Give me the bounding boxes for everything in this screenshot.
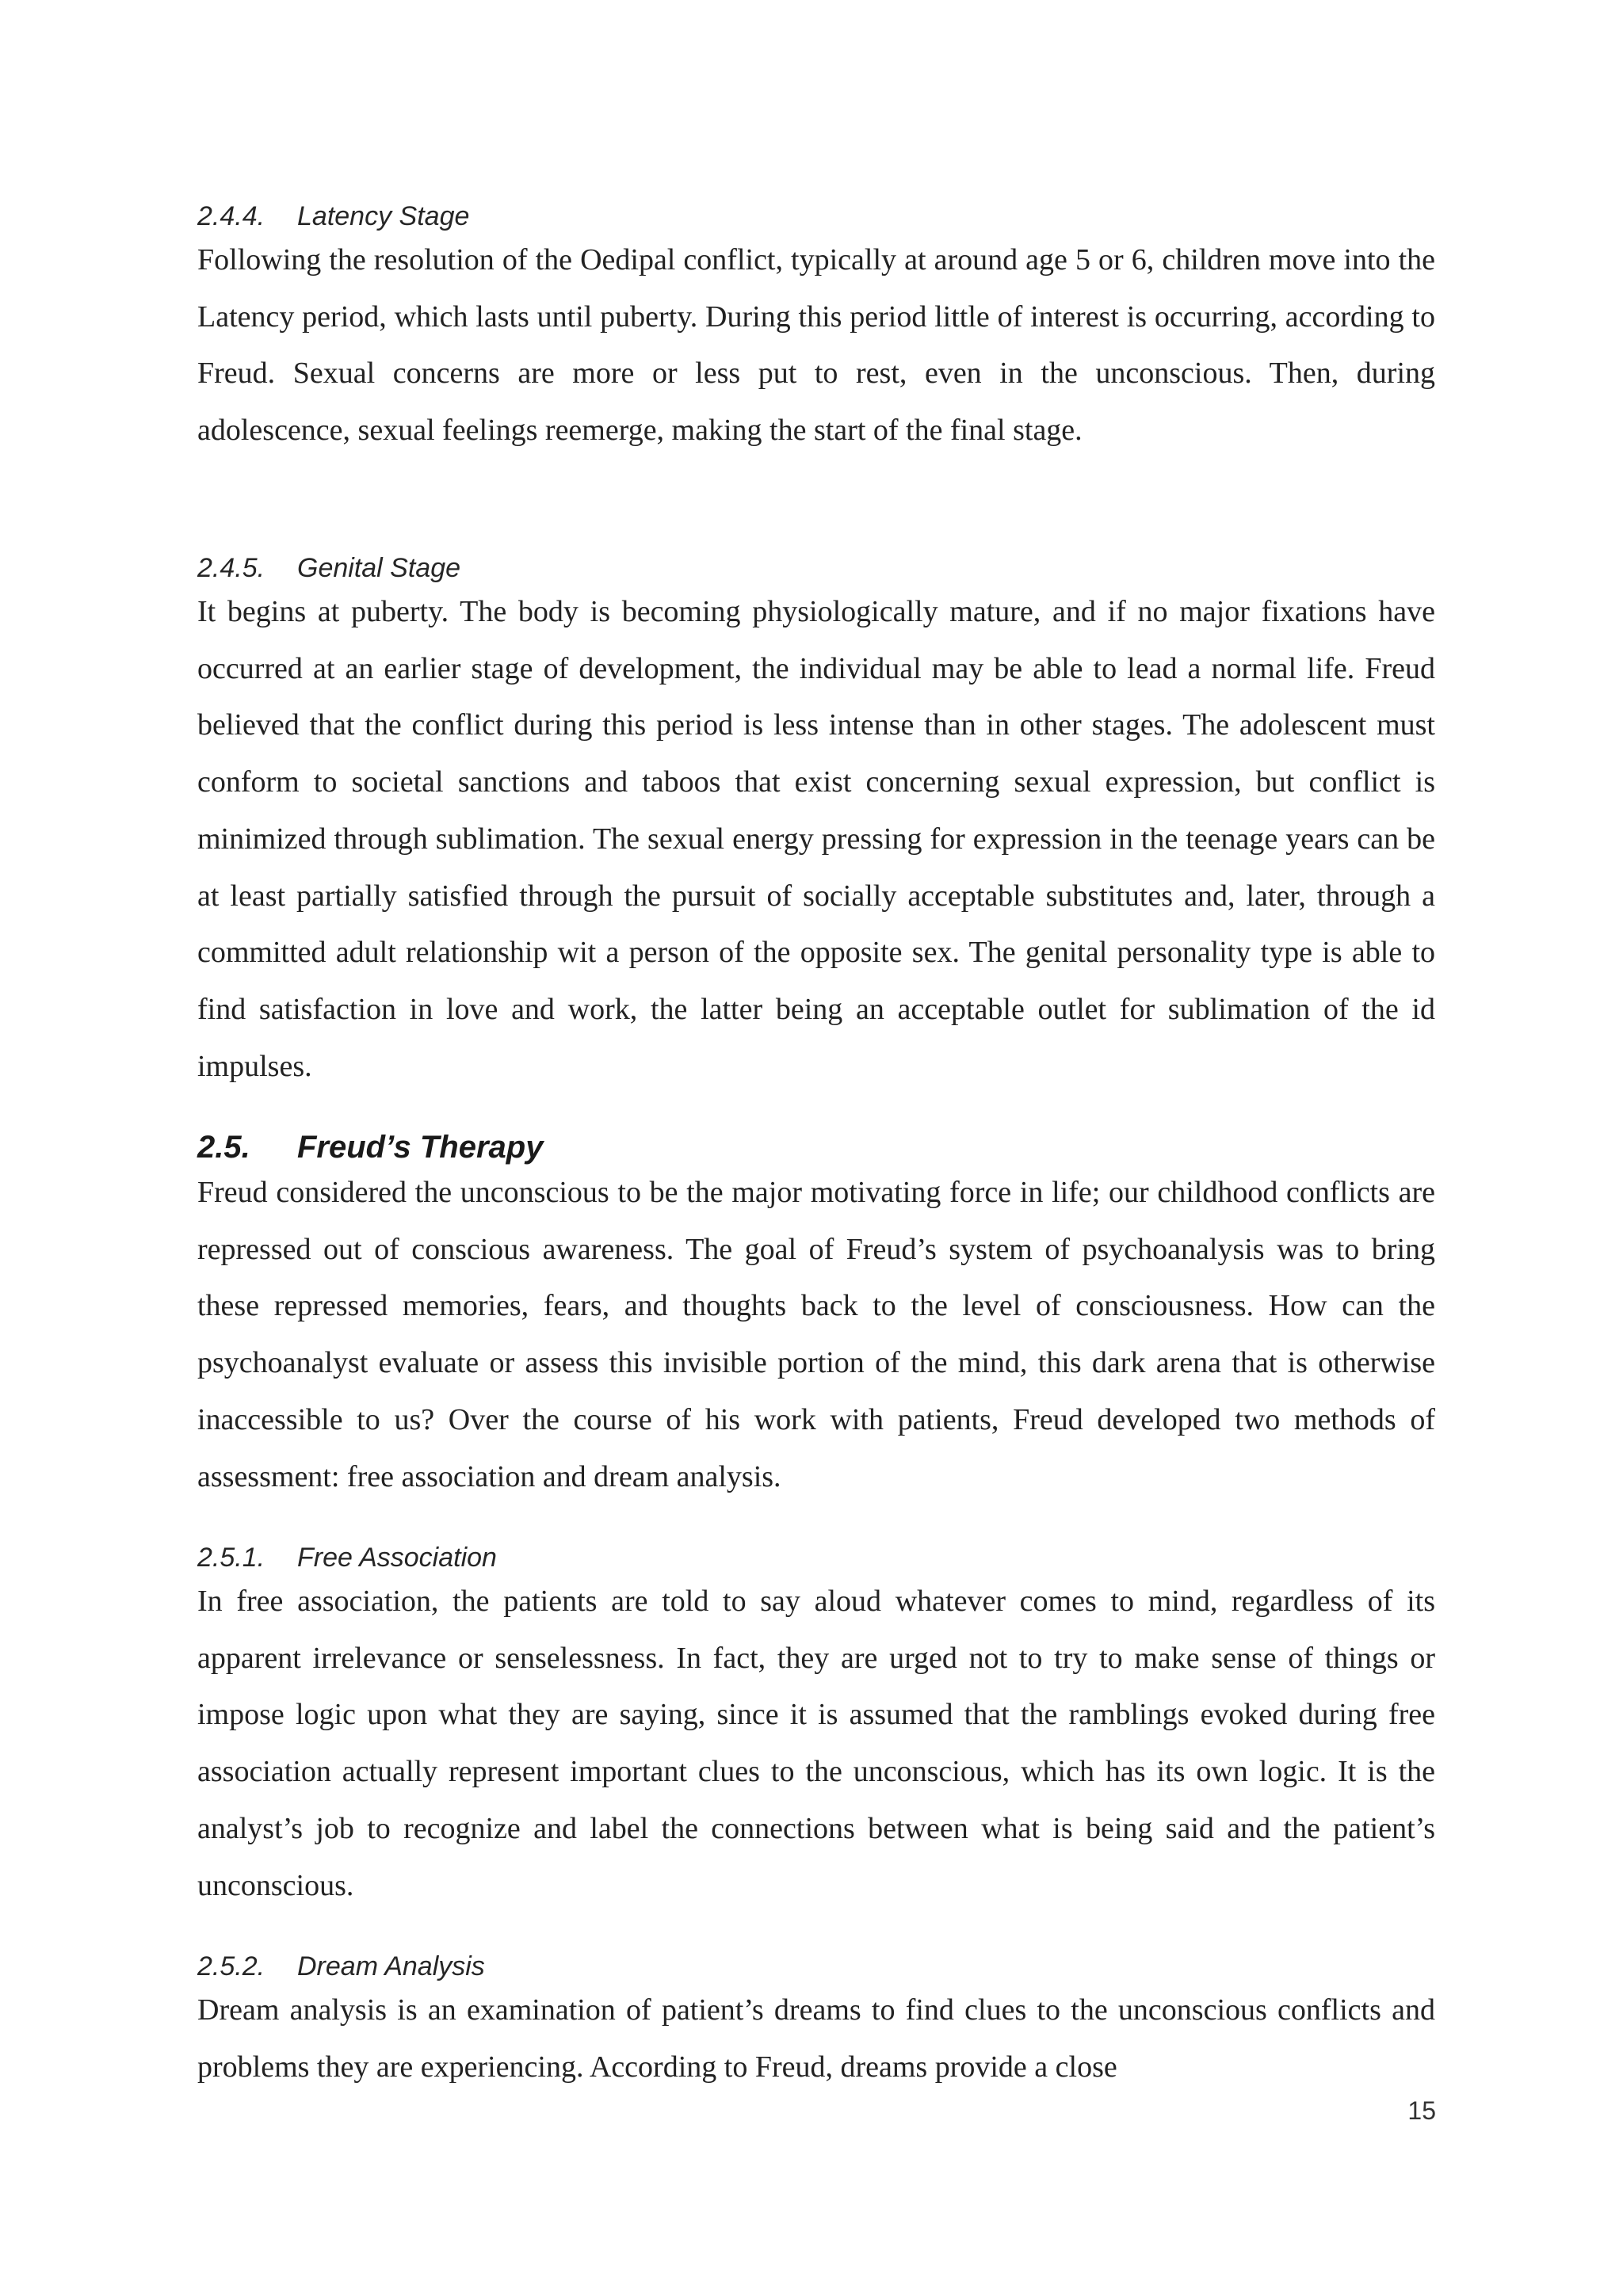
subsection-heading (197, 552, 1435, 584)
heading-title: Free Association (297, 1543, 497, 1573)
section-dream-analysis (197, 1951, 1435, 2096)
heading-title: Freud’s Therapy (297, 1130, 544, 1165)
section-freuds-therapy (197, 1128, 1435, 1505)
body-paragraph: In free association, the patients are told to say aloud whatever comes to mind, regardless of its apparent irrelevance or senselessness. In fact, they are urged not to try to make sense of things or impose logic upon what they are saying, since it is assumed that the ramblings evoked during free association actually represent important clues to the unconscious, which has its own logic. It is the analyst’s job to recognize and label the connections between what is being said and the patient’s unconscious. (197, 1585, 1435, 1902)
heading-title: Latency Stage (297, 201, 470, 231)
heading-number: 2.5.2. (197, 1951, 265, 1981)
subsection-heading (197, 200, 1435, 232)
section-free-association (197, 1542, 1435, 1914)
section-latency-stage (197, 200, 1435, 460)
heading-number: 2.4.4. (197, 201, 265, 231)
body-paragraph: It begins at puberty. The body is becoming physiologically mature, and if no major fixations have occurred at an earlier stage of development, the individual may be able to lead a normal life. Freud believed that the conflict during this period is less intense than in other stages. The adolescent must conform to societal sanctions and taboos that exist concerning sexual expression, but conflict is minimized through sublimation. The sexual energy pressing for expression in the teenage years can be at least partially satisfied through the pursuit of socially acceptable substitutes and, later, through a committed adult relationship wit a person of the opposite sex. The genital personality type is able to find satisfaction in love and work, the latter being an acceptable outlet for sublimation of the id impulses. (197, 595, 1435, 1083)
section-heading (197, 1128, 1435, 1166)
page-number: 15 (1407, 2096, 1436, 2125)
heading-title: Genital Stage (297, 553, 461, 583)
heading-number: 2.5. (197, 1130, 250, 1165)
subsection-heading (197, 1542, 1435, 1573)
section-genital-stage (197, 552, 1435, 1095)
body-paragraph: Following the resolution of the Oedipal conflict, typically at around age 5 or 6, children move into the Latency period, which lasts until puberty. During this period little of interest is occurring, according to Freud. Sexual concerns are more or less put to rest, even in the unconscious. Then, during adolescence, sexual feelings reemerge, making the start of the final stage. (197, 243, 1435, 448)
heading-number: 2.4.5. (197, 553, 265, 583)
body-paragraph: Dream analysis is an examination of patient’s dreams to find clues to the unconscious conflicts and problems they are experiencing. According to Freud, dreams provide a close (197, 1993, 1435, 2084)
heading-title: Dream Analysis (297, 1951, 485, 1981)
heading-number: 2.5.1. (197, 1543, 265, 1573)
subsection-heading (197, 1951, 1435, 1982)
body-paragraph: Freud considered the unconscious to be the major motivating force in life; our childhood conflicts are repressed out of conscious awareness. The goal of Freud’s system of psychoanalysis was to bring these repressed memories, fears, and thoughts back to the level of consciousness. How can the psychoanalyst evaluate or assess this invisible portion of the mind, this dark arena that is otherwise inaccessible to us? Over the course of his work with patients, Freud developed two methods of assessment: free association and dream analysis. (197, 1176, 1435, 1493)
